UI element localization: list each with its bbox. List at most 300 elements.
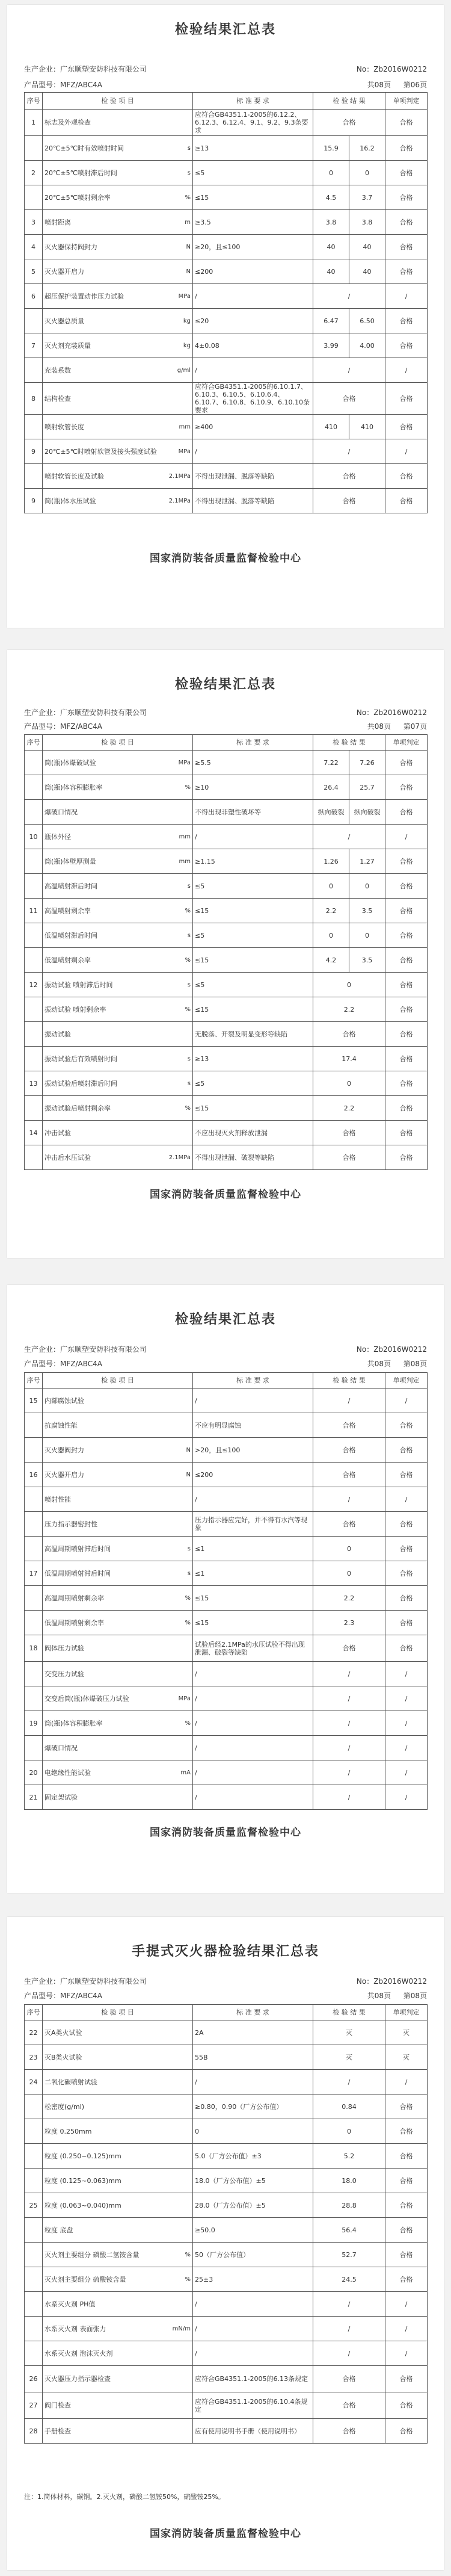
table-row [25, 136, 428, 161]
row-result: 2.3 [313, 1611, 385, 1635]
header-req: 标 准 要 求 [193, 1373, 313, 1389]
row-requirement: 不得出现泄漏、脱落等缺陷 [193, 464, 313, 489]
row-no [25, 464, 43, 489]
row-result: 0.84 [313, 2095, 385, 2119]
table-row [25, 2218, 428, 2243]
row-item [43, 358, 193, 383]
row-no [25, 1438, 43, 1463]
row-requirement: / [193, 2070, 313, 2095]
row-judgement: 合格 [385, 259, 428, 284]
row-no [25, 997, 43, 1022]
row-item [43, 1711, 193, 1736]
row-item-label: 水系灭火剂 泡沫灭火剂 [44, 2349, 113, 2358]
row-result: / [313, 1760, 385, 1785]
row-judgement: 合格 [385, 997, 428, 1022]
row-item-label: 筒(瓶)体壁厚测量 [44, 857, 96, 865]
row-judgement: 合格 [385, 2218, 428, 2243]
row-requirement: / [193, 284, 313, 309]
table-row [25, 439, 428, 464]
row-requirement: ≤15 [193, 899, 313, 923]
report-no: Zb2016W0212 [373, 708, 427, 717]
row-item-unit: % [185, 1619, 191, 1626]
row-item [43, 333, 193, 358]
row-item [43, 2169, 193, 2193]
row-item [43, 2267, 193, 2292]
page-footer: 国家消防装备质量监督检验中心 [150, 2528, 301, 2540]
row-judgement: 合格 [385, 1463, 428, 1487]
row-result-2: 4.00 [349, 333, 385, 358]
page-number: 第07页 [403, 722, 427, 731]
row-result: 合格 [313, 1413, 385, 1438]
row-result-1: 1.26 [313, 849, 349, 874]
header-no: 序号 [25, 2005, 43, 2020]
row-item [43, 110, 193, 136]
row-item-label: 振动试验 喷射剩余率 [44, 1005, 106, 1014]
row-judgement: 合格 [385, 110, 428, 136]
row-no: 3 [25, 210, 43, 235]
row-item-label: 筒(瓶)体爆破试验 [44, 758, 96, 767]
row-requirement: / [193, 1785, 313, 1810]
row-result-2: 纵向破裂 [349, 800, 385, 825]
row-judgement: 合格 [385, 1561, 428, 1586]
row-judgement: 合格 [385, 1096, 428, 1121]
row-judgement: 合格 [385, 415, 428, 439]
row-item-unit: % [185, 1594, 191, 1602]
table-row [25, 1047, 428, 1071]
table-row [25, 1785, 428, 1810]
page-total: 共08页 [367, 1992, 391, 2000]
row-result-1: 0 [313, 161, 349, 185]
row-item-label: 固定架试验 [44, 1793, 78, 1801]
row-result-2: 3.5 [349, 899, 385, 923]
row-item [43, 825, 193, 849]
table-row [25, 1686, 428, 1711]
row-no [25, 1047, 43, 1071]
row-requirement: 28.0（厂方公布值）±5 [193, 2193, 313, 2218]
row-requirement: 不应出现灭火剂释放泄漏 [193, 1121, 313, 1145]
row-requirement: 2A [193, 2020, 313, 2045]
company-label: 生产企业： [24, 65, 61, 73]
row-item-label: 低温喷射剩余率 [44, 956, 91, 964]
row-item [43, 2317, 193, 2341]
row-item-unit: s [187, 932, 191, 939]
report-no-label: No： [356, 708, 374, 717]
row-judgement: / [385, 2341, 428, 2366]
row-item-label: 喷射软管长度 [44, 423, 84, 431]
table-row [25, 110, 428, 136]
row-requirement: / [193, 1760, 313, 1785]
report-page-1 [7, 5, 444, 628]
row-item-label: 二氧化碳喷射试验 [44, 2078, 97, 2086]
row-no: 2 [25, 161, 43, 185]
row-requirement: / [193, 1711, 313, 1736]
page-number: 第06页 [403, 81, 427, 89]
page-footer: 国家消防装备质量监督检验中心 [150, 553, 301, 565]
row-judgement: 合格 [385, 489, 428, 513]
header-item: 检 验 项 目 [43, 93, 193, 110]
header-no: 序号 [25, 93, 43, 110]
row-judgement: 合格 [385, 2169, 428, 2193]
row-judgement: / [385, 439, 428, 464]
row-item-label: 爆破口情况 [44, 808, 78, 816]
row-item [43, 2045, 193, 2070]
row-item [43, 1611, 193, 1635]
row-no [25, 2218, 43, 2243]
row-requirement: / [193, 1487, 313, 1512]
row-item [43, 2193, 193, 2218]
row-requirement: 试验后经2.1MPa的水压试验不得出现泄漏、破裂等缺陷 [193, 1635, 313, 1662]
table-row [25, 800, 428, 825]
row-requirement: / [193, 1686, 313, 1711]
row-judgement: 灭 [385, 2045, 428, 2070]
row-result: 5.2 [313, 2144, 385, 2169]
row-no: 23 [25, 2045, 43, 2070]
row-item-label: 粒度 (0.125~0.063)mm [44, 2176, 121, 2185]
row-no [25, 2292, 43, 2317]
row-item [43, 751, 193, 775]
table-row [25, 948, 428, 973]
row-result: / [313, 2292, 385, 2317]
row-no [25, 1537, 43, 1561]
row-item-unit: s [187, 169, 191, 176]
row-item-label: 高温喷射剩余率 [44, 906, 91, 915]
row-judgement: / [385, 358, 428, 383]
row-item [43, 2070, 193, 2095]
table-row [25, 161, 428, 185]
table-row [25, 489, 428, 513]
header-judge: 单项判定 [385, 93, 428, 110]
row-no: 21 [25, 1785, 43, 1810]
table-row [25, 751, 428, 775]
row-item-label: 20℃±5℃喷射滞后时间 [44, 169, 117, 177]
page-number: 第08页 [403, 1992, 427, 2000]
table-row [25, 775, 428, 800]
table-row [25, 1537, 428, 1561]
table-row [25, 1586, 428, 1611]
report-no: Zb2016W0212 [373, 1977, 427, 1986]
row-requirement: ≥0.80，0.90（厂方公布值） [193, 2095, 313, 2119]
page-title: 检验结果汇总表 [174, 1312, 276, 1327]
row-judgement: / [385, 2317, 428, 2341]
row-item [43, 210, 193, 235]
row-item-label: 低温周期喷射剩余率 [44, 1618, 104, 1627]
row-item-unit: % [185, 1006, 191, 1013]
row-item [43, 136, 193, 161]
table-row [25, 825, 428, 849]
row-item-label: 灭火器开启力 [44, 1470, 84, 1479]
row-no: 9 [25, 439, 43, 464]
row-result: / [313, 2317, 385, 2341]
row-no [25, 309, 43, 333]
table-row [25, 1512, 428, 1537]
row-item [43, 235, 193, 259]
row-result: 合格 [313, 489, 385, 513]
table-row [25, 383, 428, 415]
row-item [43, 2366, 193, 2392]
row-item-label: 爆破口情况 [44, 1744, 78, 1752]
table-row [25, 1463, 428, 1487]
row-item-unit: % [185, 956, 191, 964]
row-item-label: 结构检查 [44, 394, 71, 403]
table-row [25, 1635, 428, 1662]
row-item-label: 交变后筒(瓶)体爆破压力试验 [44, 1694, 129, 1703]
row-result: / [313, 439, 385, 464]
row-item-label: 振动试验 喷射滞后时间 [44, 980, 113, 989]
table-row [25, 923, 428, 948]
row-judgement: 合格 [385, 2119, 428, 2144]
row-no [25, 923, 43, 948]
row-requirement: 应符合GB4351.1-2005的6.13条规定 [193, 2366, 313, 2392]
table-row [25, 2317, 428, 2341]
row-result: 灭 [313, 2020, 385, 2045]
table-row [25, 997, 428, 1022]
row-result-1: 15.9 [313, 136, 349, 161]
row-requirement: ≤5 [193, 923, 313, 948]
row-requirement: 55B [193, 2045, 313, 2070]
row-judgement: 合格 [385, 1438, 428, 1463]
row-requirement: / [193, 2341, 313, 2366]
row-item-label: 20℃±5℃时喷射软管及接头强度试验 [44, 447, 157, 456]
table-header [25, 2005, 428, 2020]
row-judgement: 合格 [385, 899, 428, 923]
row-result: 灭 [313, 2045, 385, 2070]
row-item-unit: s [187, 1570, 191, 1577]
row-item-label: 振动试验 [44, 1030, 71, 1038]
row-requirement: ≤5 [193, 161, 313, 185]
row-result: 合格 [313, 1121, 385, 1145]
row-item [43, 259, 193, 284]
row-item-unit: % [185, 784, 191, 791]
row-no [25, 1586, 43, 1611]
table-row [25, 2169, 428, 2193]
row-result: 合格 [313, 383, 385, 415]
report-no-label: No： [356, 1977, 374, 1986]
row-judgement: 合格 [385, 1047, 428, 1071]
row-item-unit: m [185, 218, 191, 226]
row-item-label: 灭火剂充装质量 [44, 341, 91, 350]
header-item: 检 验 项 目 [43, 1373, 193, 1389]
row-item-label: 粒度 (0.063~0.040)mm [44, 2201, 121, 2209]
row-judgement: / [385, 1736, 428, 1760]
row-requirement: / [193, 2317, 313, 2341]
row-item-label: 阀门检查 [44, 2401, 71, 2409]
product-label: 产品型号： [24, 1360, 61, 1368]
row-item-label: 灭火器开启力 [44, 267, 84, 276]
row-no [25, 2095, 43, 2119]
row-item-label: 灭火器压力指示器检查 [44, 2375, 111, 2383]
row-item [43, 1022, 193, 1047]
row-judgement: 合格 [385, 1121, 428, 1145]
company-label: 生产企业： [24, 1977, 61, 1986]
row-no [25, 1145, 43, 1170]
row-item-unit: N [186, 268, 191, 275]
row-result: 2.2 [313, 1096, 385, 1121]
row-requirement: ≤15 [193, 948, 313, 973]
page-title: 手提式灭火器检验结果汇总表 [131, 1944, 319, 1959]
row-result: / [313, 825, 385, 849]
row-item-unit: s [187, 144, 191, 152]
row-judgement: / [385, 1760, 428, 1785]
row-no: 14 [25, 1121, 43, 1145]
row-result: / [313, 284, 385, 309]
table-row [25, 899, 428, 923]
row-judgement: 合格 [385, 1413, 428, 1438]
row-item-label: 标志及外观检查 [44, 119, 91, 126]
company-name: 广东顺塑安防科技有限公司 [60, 708, 147, 717]
row-requirement: / [193, 358, 313, 383]
table-row [25, 2341, 428, 2366]
table-row [25, 874, 428, 899]
row-no: 4 [25, 235, 43, 259]
table-row [25, 973, 428, 997]
row-result-1: 26.4 [313, 775, 349, 800]
row-result-2: 1.27 [349, 849, 385, 874]
row-no [25, 1662, 43, 1686]
header-req: 标 准 要 求 [193, 735, 313, 751]
product-label: 产品型号： [24, 722, 61, 731]
row-result: 28.8 [313, 2193, 385, 2218]
row-item-unit: 2.1MPa [168, 1154, 191, 1161]
row-judgement: / [385, 1686, 428, 1711]
row-requirement: ≤1 [193, 1537, 313, 1561]
row-item-label: 水系灭火剂 表面张力 [44, 2324, 106, 2333]
row-no [25, 358, 43, 383]
row-no [25, 2119, 43, 2144]
row-item [43, 464, 193, 489]
report-no: Zb2016W0212 [373, 1345, 427, 1354]
row-requirement: / [193, 1389, 313, 1413]
company-label: 生产企业： [24, 708, 61, 717]
row-result-2: 40 [349, 259, 385, 284]
row-judgement: / [385, 1662, 428, 1686]
row-item-label: 灭火器阀封力 [44, 1446, 84, 1454]
row-result-2: 16.2 [349, 136, 385, 161]
header-result: 检 验 结 果 [313, 735, 385, 751]
row-item [43, 2419, 193, 2444]
row-item-unit: mm [179, 833, 191, 840]
row-result-1: 7.22 [313, 751, 349, 775]
row-judgement: 合格 [385, 2243, 428, 2267]
row-result-1: 2.2 [313, 899, 349, 923]
row-result: 0 [313, 1071, 385, 1096]
row-item [43, 489, 193, 513]
row-judgement: / [385, 1389, 428, 1413]
row-item-unit: mm [179, 423, 191, 430]
row-result-1: 0 [313, 874, 349, 899]
row-requirement: 0 [193, 2119, 313, 2144]
row-judgement: 合格 [385, 948, 428, 973]
row-judgement: 合格 [385, 1611, 428, 1635]
row-item-unit: s [187, 1055, 191, 1062]
row-item [43, 1760, 193, 1785]
row-item-label: 喷射软管长度及试验 [44, 472, 104, 480]
row-judgement: 合格 [385, 464, 428, 489]
row-no: 10 [25, 825, 43, 849]
row-item [43, 185, 193, 210]
table-row [25, 210, 428, 235]
row-no [25, 136, 43, 161]
row-result-1: 40 [313, 259, 349, 284]
row-item-label: 喷射性能 [44, 1495, 71, 1503]
row-item [43, 2020, 193, 2045]
row-requirement: ≥3.5 [193, 210, 313, 235]
table-row [25, 2366, 428, 2392]
row-result-1: 4.2 [313, 948, 349, 973]
table-row [25, 2267, 428, 2292]
row-item-unit: N [186, 1446, 191, 1454]
row-item-unit: MPa [178, 448, 191, 455]
row-no [25, 1512, 43, 1537]
row-item [43, 1121, 193, 1145]
row-judgement: 合格 [385, 849, 428, 874]
row-no: 16 [25, 1463, 43, 1487]
row-no: 20 [25, 1760, 43, 1785]
report-no: Zb2016W0212 [373, 65, 427, 73]
row-judgement: 合格 [385, 2193, 428, 2218]
header-judge: 单项判定 [385, 735, 428, 751]
row-no: 12 [25, 973, 43, 997]
header-req: 标 准 要 求 [193, 2005, 313, 2020]
row-requirement: ≤5 [193, 874, 313, 899]
table-row [25, 2070, 428, 2095]
table-row [25, 464, 428, 489]
row-result: 18.0 [313, 2169, 385, 2193]
row-item [43, 1561, 193, 1586]
row-no: 5 [25, 259, 43, 284]
row-item [43, 973, 193, 997]
table-header [25, 735, 428, 751]
product-label: 产品型号： [24, 1992, 61, 2000]
product-model: MFZ/ABC4A [60, 1992, 102, 2000]
row-requirement: 应有使用说明书手册（使用说明书） [193, 2419, 313, 2444]
row-item-label: 松密度(g/ml) [44, 2102, 85, 2111]
results-table [24, 92, 428, 513]
row-item-unit: 2.1MPa [168, 497, 191, 504]
row-result-2: 3.7 [349, 185, 385, 210]
row-judgement: / [385, 1711, 428, 1736]
row-no: 19 [25, 1711, 43, 1736]
row-item [43, 2243, 193, 2267]
row-result: 合格 [313, 1463, 385, 1487]
row-no [25, 1413, 43, 1438]
row-result-2: 7.26 [349, 751, 385, 775]
row-judgement: 灭 [385, 2020, 428, 2045]
row-result: 合格 [313, 1438, 385, 1463]
header-item: 检 验 项 目 [43, 735, 193, 751]
row-no: 26 [25, 2366, 43, 2392]
row-item [43, 2119, 193, 2144]
row-item [43, 1662, 193, 1686]
row-item [43, 1438, 193, 1463]
table-row [25, 1760, 428, 1785]
row-requirement: / [193, 2292, 313, 2317]
row-no [25, 800, 43, 825]
row-requirement: 25±3 [193, 2267, 313, 2292]
row-item-label: 20℃±5℃时有效喷射时间 [44, 144, 124, 152]
product-model: MFZ/ABC4A [60, 722, 102, 731]
row-result-1: 0 [313, 923, 349, 948]
table-row [25, 2045, 428, 2070]
table-row [25, 1736, 428, 1760]
row-item-label: 冲击后水压试验 [44, 1153, 91, 1162]
header-judge: 单项判定 [385, 1373, 428, 1389]
row-result-2: 25.7 [349, 775, 385, 800]
row-requirement: 不得出现泄漏、破裂等缺陷 [193, 1145, 313, 1170]
row-judgement: 合格 [385, 2392, 428, 2419]
row-requirement: / [193, 439, 313, 464]
table-row [25, 1611, 428, 1635]
row-result: / [313, 1785, 385, 1810]
